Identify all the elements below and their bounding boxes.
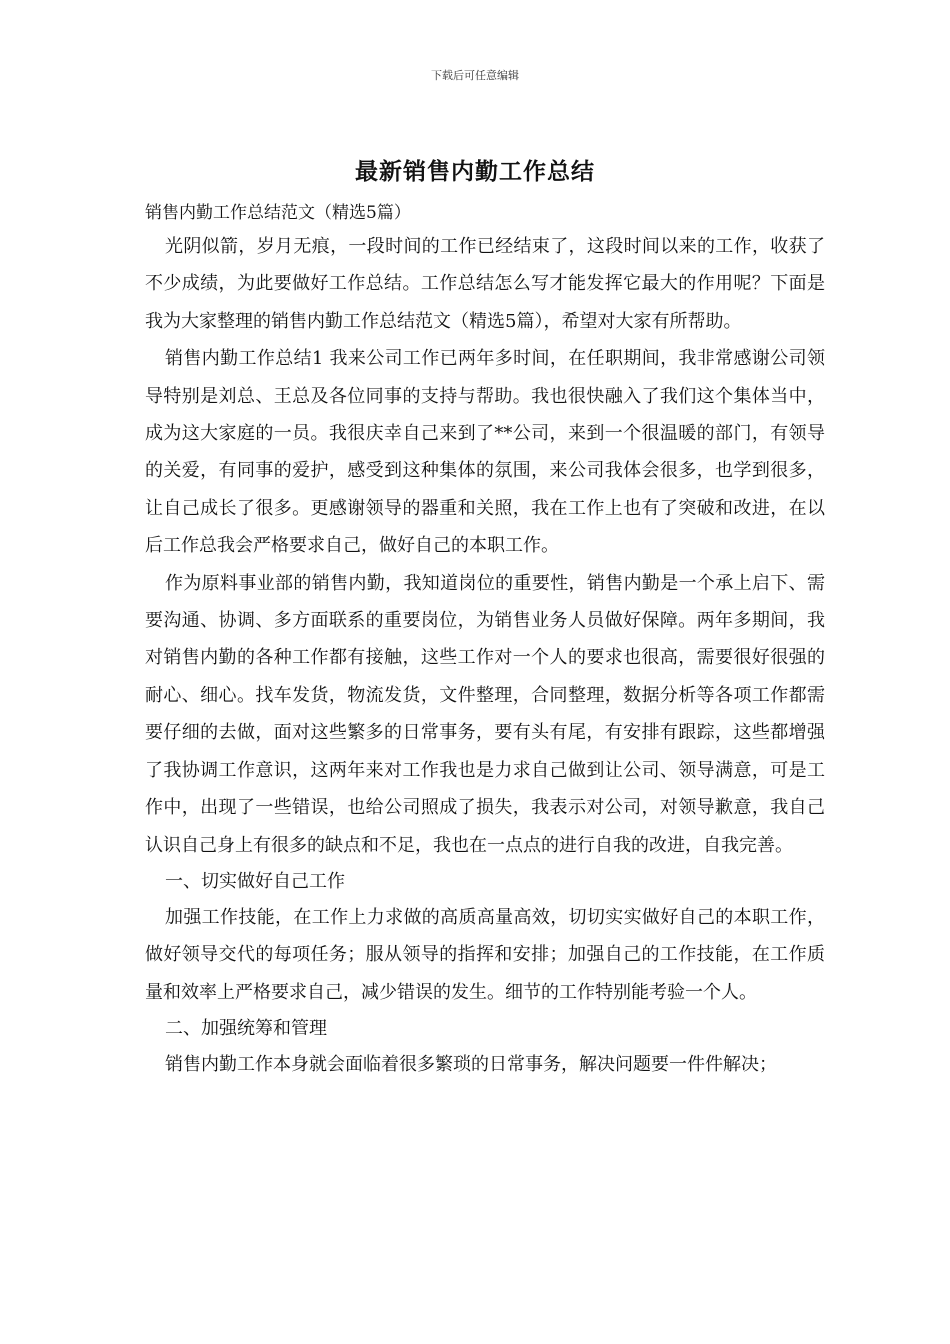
role-paragraph: 作为原料事业部的销售内勤，我知道岗位的重要性，销售内勤是一个承上启下、需要沟通、协调、多方面联系的重要岗位，为销售业务人员做好保障。两年多期间，我对销售内勤的各种工作都有接触，这些工作对一个人的要求也很高，需要很好很强的耐心、细心。找车发货，物流发货，文件整理，合同整理，数据分析等各项工作都需要仔细的去做，面对这些繁多的日常事务，要有头有尾，有安排有跟踪，这些都增强了我协调工作意识，这两年来对工作我也是力求自己做到让公司、领导满意，可是工作中，出现了一些错误，也给公司照成了损失，我表示对公司，对领导歉意，我自己认识自己身上有很多的缺点和不足，我也在一点点的进行自我的改进，自我完善。 — [145, 572, 825, 856]
summary-1-paragraph: 销售内勤工作总结1 我来公司工作已两年多时间，在任职期间，我非常感谢公司领导特别是刘总、王总及各位同事的支持与帮助。我也很快融入了我们这个集体当中，成为这大家庭的一员。我很庆幸自己来到了**公司，来到一个很温暖的部门，有领导的关爱，有同事的爱护，感受到这种集体的氛围，来公司我体会很多，也学到很多，让自己成长了很多。更感谢领导的器重和关照，我在工作上也有了突破和改进，在以后工作总我会严格要求自己，做好自己的本职工作。 — [145, 348, 825, 557]
section-2-heading: 二、加强统筹和管理 — [165, 1018, 327, 1040]
section-1-heading: 一、切实做好自己工作 — [165, 870, 345, 892]
document-subtitle: 销售内勤工作总结范文（精选5篇） — [145, 203, 411, 223]
document-body — [145, 198, 825, 1084]
header-note: 下载后可任意编辑 — [431, 69, 519, 82]
section-2-body: 销售内勤工作本身就会面临着很多繁琐的日常事务，解决问题要一件件解决； — [165, 1054, 777, 1076]
document-title: 最新销售内勤工作总结 — [355, 158, 595, 185]
intro-paragraph: 光阴似箭，岁月无痕，一段时间的工作已经结束了，这段时间以来的工作，收获了不少成绩，为此要做好工作总结。工作总结怎么写才能发挥它最大的作用呢？下面是我为大家整理的销售内勤工作总结范文（精选5篇），希望对大家有所帮助。 — [145, 236, 825, 332]
section-1-body: 加强工作技能，在工作上力求做的高质高量高效，切切实实做好自己的本职工作，做好领导交代的每项任务；服从领导的指挥和安排；加强自己的工作技能，在工作质量和效率上严格要求自己，减少错误的发生。细节的工作特别能考验一个人。 — [145, 906, 825, 1003]
